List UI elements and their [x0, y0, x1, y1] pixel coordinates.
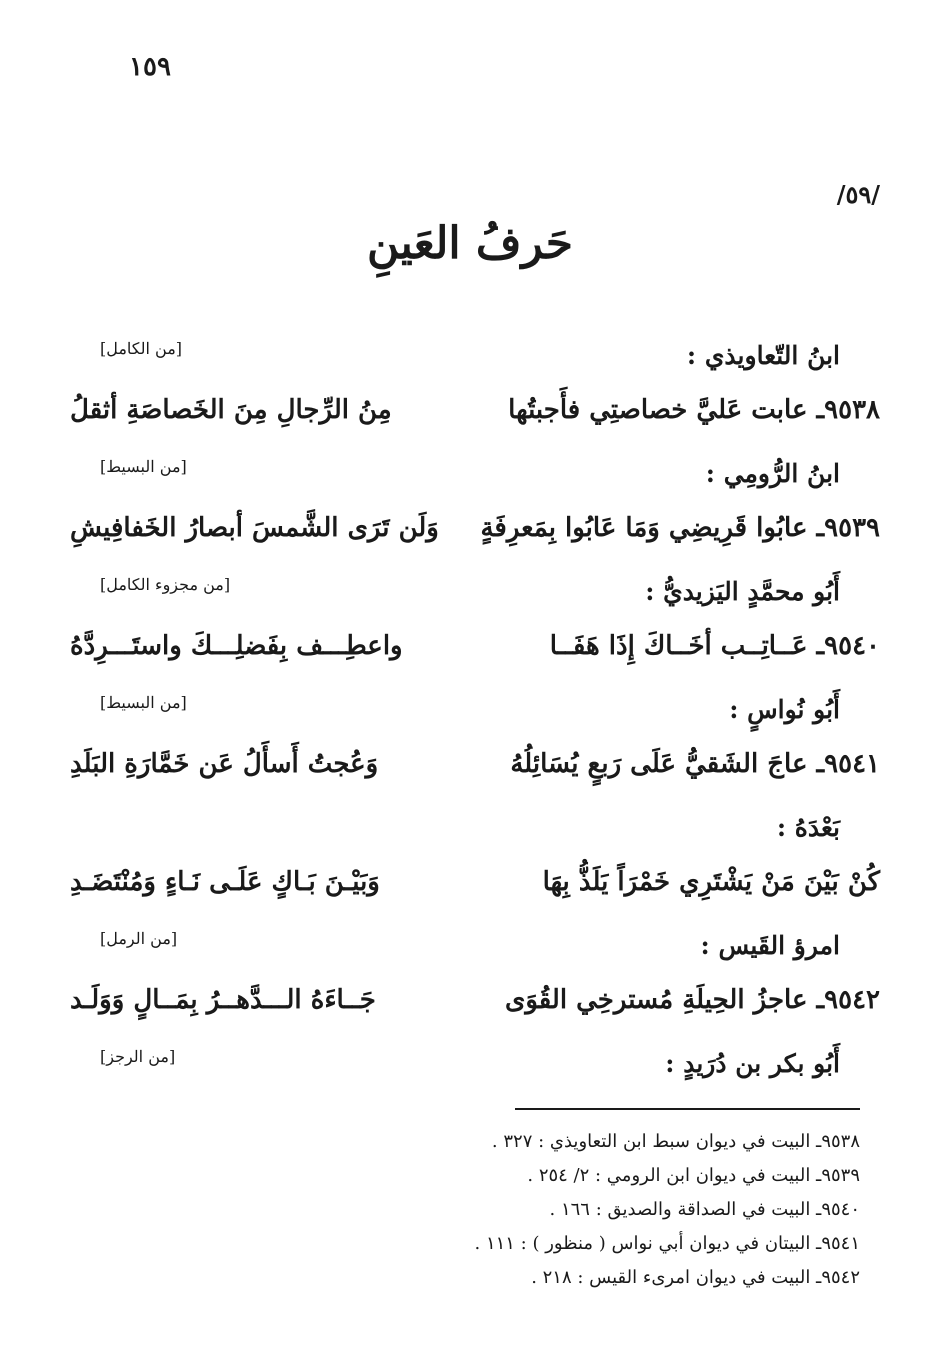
poem-entries	[70, 335, 880, 1095]
page-number: ١٥٩	[129, 52, 171, 82]
poet-row	[70, 689, 880, 741]
poet-name: ابنُ الرُّومِي :	[705, 459, 840, 488]
verse-line	[70, 505, 880, 571]
verse-second-hemistich: جَــاءَهُ الـــدَّهــرُ بِمَــالٍ وَوَلَـد	[70, 985, 376, 1015]
verse-line	[70, 977, 880, 1043]
poet-name: أَبُو بكر بن دُرَيدٍ :	[665, 1049, 840, 1078]
meter-label: [من البسيط]	[100, 693, 187, 712]
poet-row	[70, 807, 880, 859]
poet-name: بَعْدَهُ :	[776, 813, 840, 842]
verse-second-hemistich: واعطِـــف بِفَضلِـــكَ واستَـــرِدَّهُ	[70, 631, 403, 661]
footnotes	[300, 1125, 860, 1295]
verse-first-hemistich: ٩٥٣٨ـ عابت عَليَّ خصاصتِي فأَجبتُها	[508, 395, 880, 425]
meter-label: [من الرمل]	[100, 929, 178, 948]
verse-first-hemistich: ٩٥٤١ـ عاجَ الشَقيُّ عَلَى رَبعٍ يُسَائِلُهُ	[510, 749, 880, 779]
section-marker: /٥٩/	[836, 180, 880, 209]
poem-entry	[70, 571, 880, 689]
poet-name: امرؤ القَيس :	[700, 931, 840, 960]
poet-row	[70, 571, 880, 623]
poet-name: ابنُ التّعاويذي :	[686, 341, 840, 370]
poem-entry	[70, 335, 880, 453]
verse-first-hemistich: ٩٥٣٩ـ عابُوا قَرِيضِي وَمَا عَابُوا بِمَعرِفَةٍ	[480, 513, 880, 543]
poet-name: أَبُو نُواسٍ :	[729, 695, 840, 724]
footnote-item: ٩٥٤١ـ البيتان في ديوان أبي نواس ( منظور ) : ١١١ .	[474, 1233, 860, 1254]
verse-line	[70, 741, 880, 807]
poet-row	[70, 1043, 880, 1095]
meter-label: [من مجزوء الكامل]	[100, 575, 231, 594]
poem-entry	[70, 1043, 880, 1095]
meter-label: [من البسيط]	[100, 457, 187, 476]
poet-row	[70, 453, 880, 505]
footnote-item: ٩٥٤٠ـ البيت في الصداقة والصديق : ١٦٦ .	[549, 1199, 860, 1220]
meter-label: [من الرجز]	[100, 1047, 176, 1066]
poet-name: أَبُو محمَّدٍ اليَزيديُّ :	[645, 577, 840, 606]
meter-label: [من الكامل]	[100, 339, 183, 358]
verse-first-hemistich: كُنْ بَيْنَ مَنْ يَشْتَرِي خَمْرَاً يَلَذُّ بِهَا	[542, 867, 880, 897]
verse-second-hemistich: وَبَيْـنَ بَـاكٍ عَلَـى نَـاءٍ وَمُنْتَضَـدِ	[70, 867, 380, 897]
poem-entry	[70, 689, 880, 807]
chapter-title: حَرفُ العَينِ	[366, 218, 574, 269]
poem-entry	[70, 925, 880, 1043]
footnote-divider	[515, 1108, 860, 1110]
verse-second-hemistich: مِنُ الرِّجالِ مِنَ الخَصاصَةِ أثقلُ	[70, 395, 392, 425]
footnote-item: ٩٥٣٨ـ البيت في ديوان سبط ابن التعاويذي : ٣٢٧ .	[491, 1131, 860, 1152]
verse-line	[70, 623, 880, 689]
footnote-item: ٩٥٤٢ـ البيت في ديوان امرىء القيس : ٢١٨ .	[531, 1267, 860, 1288]
verse-first-hemistich: ٩٥٤٢ـ عاجزُ الحِيلَةِ مُسترخِي القُوَى	[505, 985, 880, 1015]
verse-line	[70, 859, 880, 925]
verse-second-hemistich: وَعُجتُ أَسأَلُ عَن خَمَّارَةِ البَلَدِ	[70, 749, 379, 779]
poet-row	[70, 925, 880, 977]
poem-entry	[70, 807, 880, 925]
verse-line	[70, 387, 880, 453]
poem-entry	[70, 453, 880, 571]
verse-second-hemistich: وَلَن تَرَى الشَّمسَ أبصارُ الخَفافِيشِ	[70, 513, 439, 543]
verse-first-hemistich: ٩٥٤٠ـ عَــاتِــب أخَــاكَ إِذَا هَفَــا	[549, 631, 880, 661]
poet-row	[70, 335, 880, 387]
footnote-item: ٩٥٣٩ـ البيت في ديوان ابن الرومي : ٢/ ٢٥٤ .	[527, 1165, 860, 1186]
